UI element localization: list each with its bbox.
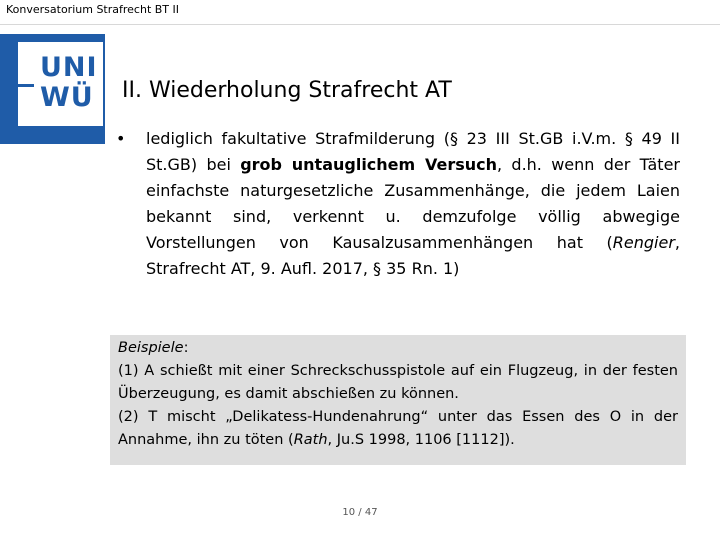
example-2-part2: , Ju.S 1998, 1106 [1112]). — [327, 432, 515, 448]
bullet-text-part3: , Strafrecht AT, 9. Aufl. 2017, § 35 Rn. 1) — [146, 233, 680, 278]
page-number: 10 / 47 — [342, 507, 378, 518]
examples-heading-suffix: : — [183, 340, 189, 356]
bullet-dot-icon: • — [116, 129, 126, 148]
logo-bar — [0, 84, 34, 87]
header-course-title: Konversatorium Strafrecht BT II — [6, 3, 180, 16]
examples-heading-line — [118, 337, 678, 360]
example-2-italic: Rath — [293, 432, 328, 448]
slide-title: II. Wiederholung Strafrecht AT — [122, 78, 452, 103]
bullet-text — [146, 126, 680, 282]
bullet-point — [116, 126, 680, 282]
example-2-part1: (2) T mischt „Delikatess-Hundenahrung“ unter das Essen des O in der Annahme, ihn zu töten ( — [118, 409, 678, 448]
bullet-text-bold: grob untauglichem Versuch — [240, 155, 498, 174]
example-2 — [118, 406, 678, 452]
logo-text-line1: UNI — [40, 52, 98, 83]
examples-box — [110, 335, 686, 465]
logo-text-line2: WÜ — [40, 82, 94, 113]
example-1: (1) A schießt mit einer Schreckschusspistole auf ein Flugzeug, in der festen Überzeugung, es damit abschießen zu können. — [118, 363, 678, 402]
bullet-text-part2: , d.h. wenn der Täter einfachste naturgesetzliche Zusammenhänge, die jedem Laien bekannt sind, verkennt u. demzufolge völlig abwegige Vorstellungen von Kausalzusammenhängen hat ( — [146, 155, 680, 252]
examples-text — [118, 337, 678, 452]
university-logo — [0, 34, 105, 144]
bullet-text-part1: lediglich fakultative Strafmilderung (§ 23 III St.GB i.V.m. § 49 II St.GB) bei — [146, 129, 680, 174]
header-divider — [0, 24, 720, 25]
bullet-text-italic: Rengier — [612, 233, 675, 252]
examples-heading: Beispiele — [118, 340, 184, 356]
